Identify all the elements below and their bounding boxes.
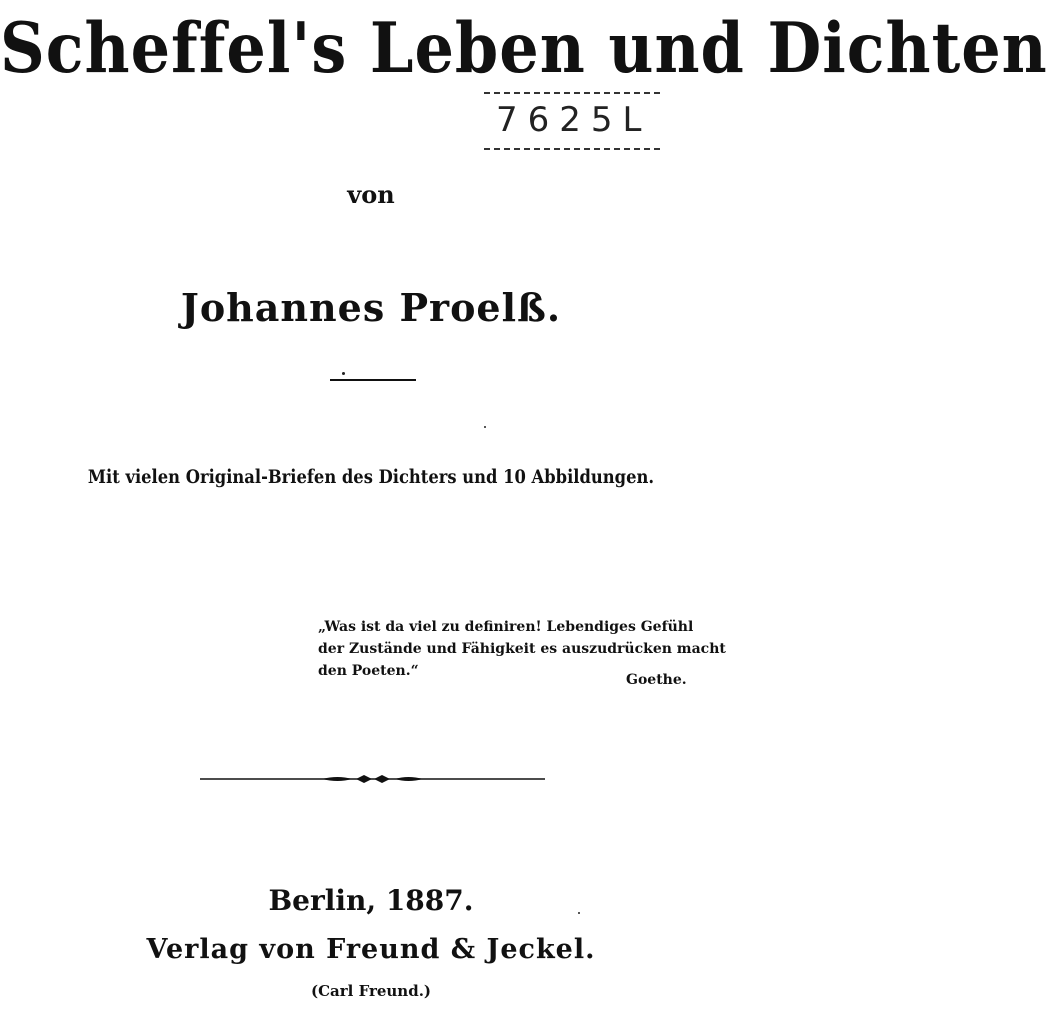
quote-attribution: Goethe. [626, 672, 687, 688]
author-name: Johannes Proelß. [180, 285, 562, 330]
quote-line: den Poeten.“ [318, 663, 419, 679]
library-shelfmark-stamp [484, 86, 660, 156]
by-line: von [347, 180, 395, 209]
print-speck [484, 426, 486, 428]
place-and-year: Berlin, 1887. [268, 884, 474, 917]
publisher-note: (Carl Freund.) [310, 982, 432, 1000]
print-speck [342, 372, 345, 375]
quote-line: „Was ist da viel zu definiren! Lebendiges Gefühl [318, 619, 694, 635]
ornamental-divider [200, 769, 545, 789]
book-title: Scheffel's Leben und Dichten [0, 7, 1048, 90]
book-subtitle: Mit vielen Original-Briefen des Dichters und 10 Abbildungen. [87, 466, 655, 488]
shelfmark-number: 7625L [496, 100, 652, 140]
stamp-border-top [484, 92, 660, 94]
publisher-name: Verlag von Freund & Jeckel. [146, 934, 596, 965]
stamp-border-bottom [484, 148, 660, 150]
short-divider-rule [330, 379, 416, 381]
quote-line: der Zustände und Fähigkeit es auszudrücken macht [318, 641, 726, 657]
